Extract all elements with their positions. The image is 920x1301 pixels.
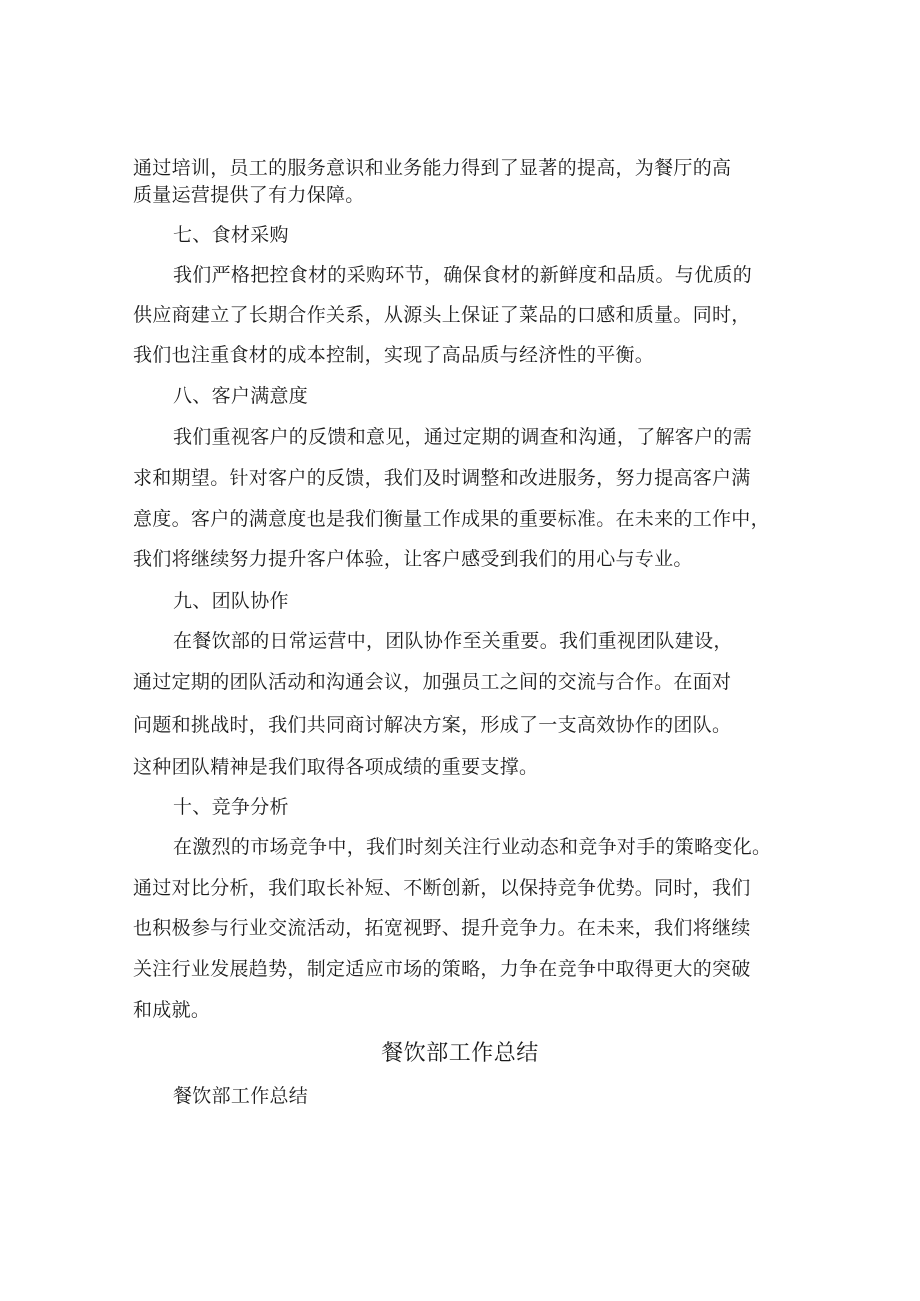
paragraph-line: 通过对比分析，我们取长补短、不断创新，以保持竞争优势。同时，我们 [133, 877, 751, 899]
paragraph-line: 通过培训，员工的服务意识和业务能力得到了显著的提高，为餐厅的高 [133, 157, 732, 179]
paragraph-line: 我们重视客户的反馈和意见，通过定期的调查和沟通，了解客户的需 [173, 426, 753, 448]
paragraph-line: 通过定期的团队活动和沟通会议，加强员工之间的交流与合作。在面对 [133, 671, 732, 693]
paragraph-line: 也积极参与行业交流活动，拓宽视野、提升竞争力。在未来，我们将继续 [133, 917, 751, 939]
document-title: 餐饮部工作总结 [381, 1041, 539, 1066]
paragraph-line: 意度。客户的满意度也是我们衡量工作成果的重要标准。在未来的工作中， [133, 508, 770, 530]
paragraph-line: 供应商建立了长期合作关系，从源头上保证了菜品的口感和质量。同时， [133, 304, 751, 326]
paragraph-line: 这种团队精神是我们取得各项成绩的重要支撑。 [133, 756, 539, 778]
section-heading-procurement: 七、食材采购 [173, 224, 289, 246]
paragraph-line: 在餐饮部的日常运营中，团队协作至关重要。我们重视团队建设， [173, 630, 733, 652]
paragraph-line: 我们也注重食材的成本控制，实现了高品质与经济性的平衡。 [133, 344, 655, 366]
paragraph-line: 问题和挑战时，我们共同商讨解决方案，形成了一支高效协作的团队。 [133, 714, 732, 736]
paragraph-line: 我们严格把控食材的采购环节，确保食材的新鲜度和品质。与优质的 [173, 264, 753, 286]
paragraph-line: 和成就。 [133, 999, 211, 1021]
paragraph-line: 我们将继续努力提升客户体验，让客户感受到我们的用心与专业。 [133, 548, 693, 570]
section-heading-satisfaction: 八、客户满意度 [173, 385, 309, 407]
document-subtitle: 餐饮部工作总结 [173, 1085, 309, 1107]
section-heading-teamwork: 九、团队协作 [173, 590, 289, 612]
paragraph-line: 关注行业发展趋势，制定适应市场的策略，力争在竞争中取得更大的突破 [133, 958, 751, 980]
paragraph-line: 质量运营提供了有力保障。 [133, 184, 365, 206]
paragraph-line: 在激烈的市场竞争中，我们时刻关注行业动态和竞争对手的策略变化。 [173, 836, 772, 858]
section-heading-competition: 十、竞争分析 [173, 796, 289, 818]
paragraph-line: 求和期望。针对客户的反馈，我们及时调整和改进服务，努力提高客户满 [133, 467, 751, 489]
